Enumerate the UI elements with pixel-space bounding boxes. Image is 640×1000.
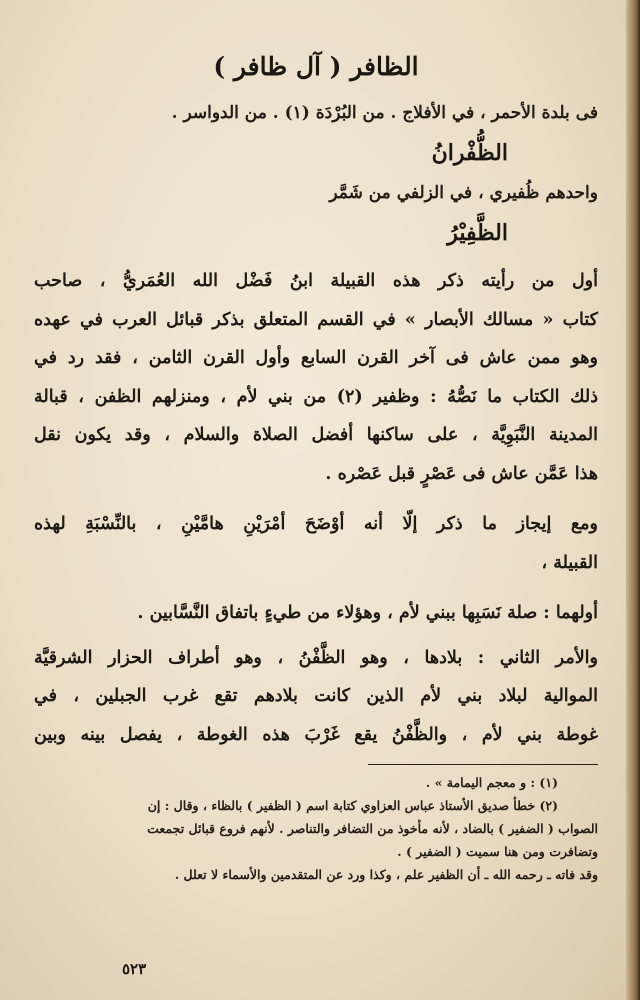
paragraph-3: [34, 594, 598, 633]
paragraph-line: الموالية لبلاد بني لأم الذين كانت بلادهم تقع غرب الجبلين ، في: [34, 686, 598, 706]
footnote-2-cont: الصواب ( الضفير ) بالضاد ، لأنه مأخوذ من التضافر والتناصر . لأنهم فروع قبائل تجمعت: [147, 821, 598, 836]
paragraph-1: [34, 262, 598, 493]
paragraph-4: [34, 639, 598, 755]
page-content: [34, 46, 598, 886]
entry-heading-zafir: الظَّفِيْرُ: [447, 220, 508, 246]
paragraph-line: أولهما : صلة نَسَبِها ببني لأم ، وهؤلاء من طيءٍ باتفاق النَّسَّابين .: [137, 603, 598, 623]
page-edge: [626, 0, 640, 1000]
footnote-1: (١) : و معجم اليمامة » .: [425, 775, 558, 790]
paragraph-line: أول من رأيته ذكر هذه القبيلة ابنُ فَضْل الله العُمَريُّ ، صاحب: [34, 271, 598, 291]
paragraph-line: غوطة بني لأم ، والظَّفْنُ يقع غَرْبَ هذه الغوطة ، يفصل بينه وبين: [34, 724, 598, 745]
footnotes: [34, 771, 598, 886]
footnote-2-cont: وقد فاته ـ رحمه الله ـ أن الظفير علم ، وكذا ورد عن المتقدمين والأسماء لا تعلل .: [174, 867, 598, 882]
paragraph-line: ومع إيجاز ما ذكر إلّا أنه أوْضَحَ أمْرَيْنِ هامَّيْنِ ، بالنِّسْبَةِ لهذه: [34, 514, 598, 534]
paragraph-line: والأمر الثاني : بلادها ، وهو الظَّفْنُ ، وهو أطراف الحزار الشرقيَّة: [34, 647, 598, 668]
intro-line: فى بلدة الأحمر ، في الأفلاج . من البُرْدَة (١) . من الدواسر .: [171, 103, 598, 123]
zufran-line: واحدهم ظُفيري ، في الزلفي من شَمَّر: [329, 183, 598, 203]
page-title: الظافر ( آل ظافر ): [213, 52, 419, 81]
page-number: ٥٢٣: [122, 960, 147, 978]
footnote-2: (٢) خطأ صديق الأستاذ عباس العزاوي كتابة اسم ( الظفير ) بالظاء ، وقال : إن: [147, 798, 558, 813]
footnote-divider: [368, 764, 598, 765]
paragraph-line: وهو ممن عاش فى آخر القرن السابع وأول القرن الثامن ، فقد رد في: [34, 348, 598, 368]
footnote-2-cont: وتضافرت ومن هنا سميت ( الضفير ) .: [397, 844, 598, 859]
paragraph-line: كتاب « مسالك الأبصار » في القسم المتعلق بذكر قبائل العرب في عهده: [34, 309, 598, 330]
paragraph-line: القبيلة ،: [541, 552, 598, 573]
paragraph-2: [34, 505, 598, 582]
paragraph-line: المدينة النَّبَوِيَّة ، على ساكنها أفضل الصلاة والسلام ، وقد يكون نقل: [34, 425, 598, 445]
paragraph-line: هذا عَمَّن عاش فى عَصْرٍ قبل عَصْره .: [325, 463, 598, 484]
paragraph-line: ذلك الكتاب ما نَصُّهُ : وظفير (٢) من بني لأم ، ومنزلهم الظفن ، قبالة: [34, 386, 598, 407]
entry-heading-zufran: الظُّفْرانُ: [431, 140, 508, 166]
